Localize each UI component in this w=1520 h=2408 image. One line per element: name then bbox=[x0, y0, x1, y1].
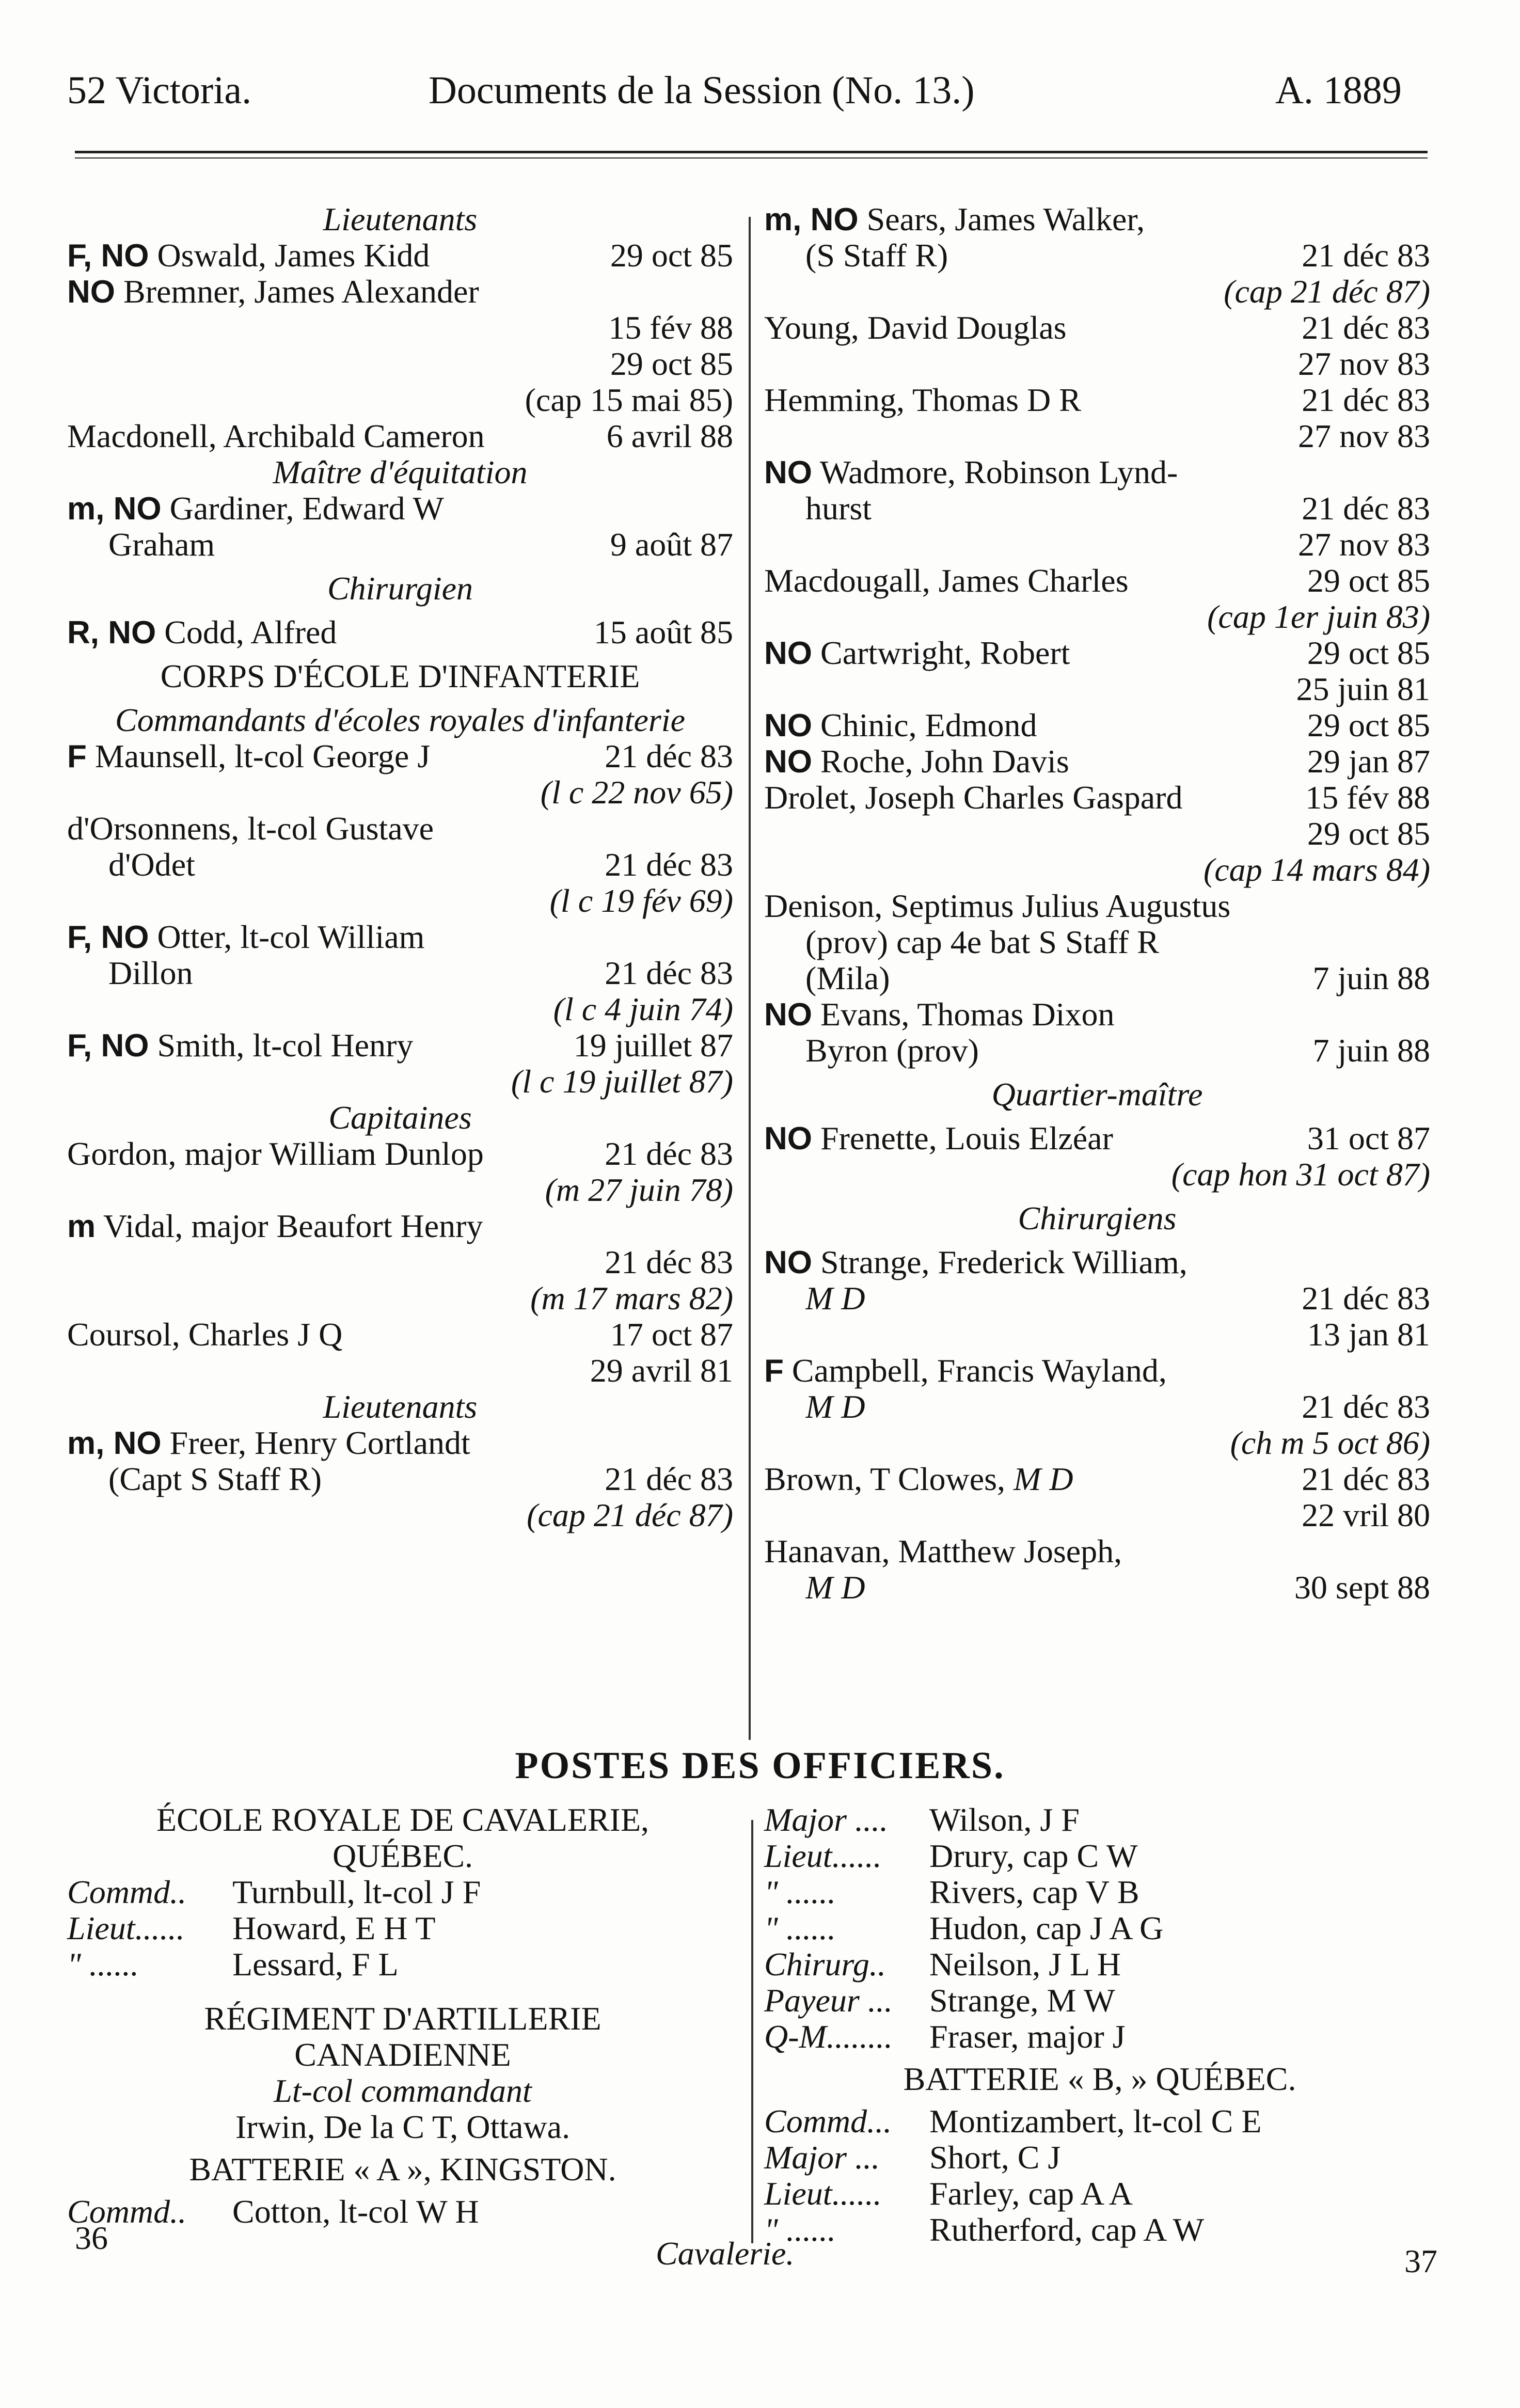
post-row bbox=[764, 2212, 1435, 2248]
date: 29 oct 85 bbox=[610, 237, 733, 274]
officer-name: Vidal, major Beaufort Henry bbox=[103, 1208, 483, 1244]
date: 6 avril 88 bbox=[606, 418, 733, 454]
officer-name-cont: (prov) cap 4e bat S Staff R bbox=[805, 924, 1159, 960]
date: 17 oct 87 bbox=[610, 1316, 733, 1353]
date: 7 juin 88 bbox=[1312, 960, 1430, 996]
list-item bbox=[764, 707, 1430, 743]
rank-prefix: NO bbox=[764, 997, 812, 1033]
rank-prefix: m bbox=[67, 1209, 96, 1244]
rank-prefix: m, NO bbox=[67, 491, 162, 527]
officer-name: d'Orsonnens, lt-col Gustave bbox=[67, 811, 434, 847]
post-label: Commd.. bbox=[67, 1874, 187, 1910]
list-item bbox=[764, 996, 1430, 1033]
list-item bbox=[67, 1208, 733, 1244]
officer-name: Coursol, Charles J Q bbox=[67, 1317, 343, 1353]
list-item bbox=[764, 1353, 1430, 1389]
school-heading: ÉCOLE ROYALE DE CAVALERIE, bbox=[156, 1801, 650, 1838]
rank-prefix: NO bbox=[764, 636, 812, 671]
list-item bbox=[67, 955, 733, 991]
postes-title: POSTES DES OFFICIERS. bbox=[515, 1745, 1005, 1787]
officer-name-cont: Byron (prov) bbox=[805, 1033, 979, 1069]
rank-prefix: F, NO bbox=[67, 238, 149, 274]
officer-name: Codd, Alfred bbox=[164, 614, 337, 651]
officer-name: Campbell, Francis Wayland, bbox=[791, 1353, 1167, 1389]
date: 21 déc 83 bbox=[1302, 237, 1430, 274]
post-row bbox=[764, 1946, 1435, 1983]
post-row bbox=[764, 2140, 1435, 2176]
date: 21 déc 83 bbox=[605, 738, 733, 774]
list-item bbox=[764, 1120, 1430, 1157]
post-row bbox=[764, 1838, 1435, 1874]
list-item bbox=[67, 811, 733, 847]
date: 29 oct 85 bbox=[1307, 815, 1430, 852]
rank-prefix: NO bbox=[764, 1245, 812, 1280]
date: 21 déc 83 bbox=[1302, 490, 1430, 527]
note: (cap 21 déc 87) bbox=[527, 1497, 733, 1533]
list-item bbox=[67, 490, 733, 527]
list-item bbox=[764, 1033, 1430, 1069]
list-item bbox=[67, 847, 733, 883]
date: 29 oct 85 bbox=[610, 345, 733, 382]
header-document-title: Documents de la Session (No. 13.) bbox=[429, 69, 975, 112]
officer-name-cont: M D bbox=[805, 1570, 865, 1606]
post-label: " ...... bbox=[764, 1910, 836, 1946]
note: (m 17 mars 82) bbox=[530, 1280, 733, 1317]
date: 13 jan 81 bbox=[1307, 1316, 1430, 1353]
post-label: " ...... bbox=[67, 1946, 139, 1983]
page-number-left: 36 bbox=[75, 2220, 108, 2256]
officer-name: Cartwright, Robert bbox=[820, 635, 1070, 671]
date: 25 juin 81 bbox=[1296, 671, 1430, 707]
date: 19 juillet 87 bbox=[573, 1027, 733, 1064]
date: 7 juin 88 bbox=[1312, 1032, 1430, 1069]
post-officer: Fraser, major J bbox=[929, 2018, 1126, 2055]
list-item bbox=[764, 743, 1430, 780]
postes-right bbox=[764, 1802, 1435, 2248]
post-officer: Lessard, F L bbox=[232, 1946, 399, 1983]
list-item bbox=[764, 1461, 1430, 1497]
list-item bbox=[764, 563, 1430, 599]
officer-name-cont: (Mila) bbox=[805, 960, 890, 996]
officer-name: Roche, John Davis bbox=[820, 743, 1069, 780]
officer-name-cont: M D bbox=[805, 1389, 865, 1425]
date: 21 déc 83 bbox=[1302, 382, 1430, 418]
officer-name: Oswald, James Kidd bbox=[157, 237, 430, 274]
rank-prefix: F, NO bbox=[67, 920, 149, 955]
post-officer: Farley, cap A A bbox=[929, 2175, 1133, 2212]
list-item bbox=[67, 1425, 733, 1461]
post-officer: Neilson, J L H bbox=[929, 1946, 1121, 1983]
post-officer: Turnbull, lt-col J F bbox=[232, 1874, 481, 1910]
officer-name: Sears, James Walker, bbox=[866, 201, 1145, 237]
list-item bbox=[764, 888, 1430, 924]
post-row bbox=[67, 1946, 738, 1983]
post-row bbox=[67, 1874, 738, 1910]
list-item bbox=[764, 1280, 1430, 1317]
rank-prefix: NO bbox=[67, 274, 115, 310]
rank-prefix: m, NO bbox=[764, 202, 859, 237]
officer-name: Brown, T Clowes, bbox=[764, 1461, 1005, 1497]
rank-prefix: R, NO bbox=[67, 615, 156, 651]
officer-name: Evans, Thomas Dixon bbox=[820, 996, 1115, 1033]
postes-left bbox=[67, 1802, 738, 2230]
officer-name-cont: hurst bbox=[805, 490, 872, 527]
post-officer: Short, C J bbox=[929, 2139, 1061, 2176]
date: 21 déc 83 bbox=[1302, 1388, 1430, 1425]
column-divider bbox=[749, 217, 751, 1740]
date: 27 nov 83 bbox=[1298, 345, 1430, 382]
postes-divider bbox=[751, 1820, 753, 2243]
post-label: " ...... bbox=[764, 1874, 836, 1910]
list-item bbox=[764, 1570, 1430, 1606]
right-column bbox=[764, 201, 1430, 1606]
note: (cap hon 31 oct 87) bbox=[1171, 1156, 1430, 1193]
rank-prefix: F bbox=[67, 739, 87, 774]
post-label: Chirurg.. bbox=[764, 1946, 886, 1983]
officer-name: Freer, Henry Cortlandt bbox=[169, 1425, 470, 1461]
note: (m 27 juin 78) bbox=[545, 1171, 733, 1208]
header-rule bbox=[75, 151, 1428, 153]
date: 21 déc 83 bbox=[605, 955, 733, 991]
list-item bbox=[67, 1461, 733, 1497]
list-item bbox=[67, 614, 733, 651]
list-item bbox=[764, 382, 1430, 418]
header-session-year: 52 Victoria. bbox=[67, 69, 252, 112]
post-officer: Rivers, cap V B bbox=[929, 1874, 1139, 1910]
post-label: " ...... bbox=[764, 2211, 836, 2248]
post-row bbox=[764, 2019, 1435, 2055]
officer-name: Frenette, Louis Elzéar bbox=[820, 1120, 1113, 1157]
post-label: Major ... bbox=[764, 2139, 880, 2176]
officer-name: Gordon, major William Dunlop bbox=[67, 1136, 484, 1172]
list-item bbox=[67, 1027, 733, 1064]
list-item bbox=[67, 527, 733, 563]
section-heading: Chirurgiens bbox=[1018, 1200, 1177, 1237]
note: (cap 15 mai 85) bbox=[525, 382, 733, 418]
date: 31 oct 87 bbox=[1307, 1120, 1430, 1157]
post-row bbox=[67, 2194, 738, 2230]
date: 21 déc 83 bbox=[605, 846, 733, 883]
section-heading: Lieutenants bbox=[323, 201, 478, 237]
list-item bbox=[67, 738, 733, 774]
list-item bbox=[764, 635, 1430, 671]
list-item bbox=[764, 924, 1430, 960]
post-officer: Cotton, lt-col W H bbox=[232, 2193, 479, 2230]
note: (l c 4 juin 74) bbox=[553, 991, 733, 1027]
rank-prefix: NO bbox=[764, 455, 812, 490]
officer-name: Smith, lt-col Henry bbox=[157, 1027, 414, 1064]
list-item bbox=[764, 960, 1430, 996]
post-label: Q-M........ bbox=[764, 2018, 893, 2055]
officer-name: Chinic, Edmond bbox=[820, 707, 1037, 743]
post-row bbox=[764, 2103, 1435, 2140]
date: 21 déc 83 bbox=[1302, 309, 1430, 346]
officer-name-cont: M D bbox=[805, 1280, 865, 1317]
date: 21 déc 83 bbox=[605, 1135, 733, 1172]
officer-name-cont: d'Odet bbox=[108, 847, 195, 883]
officer-name: Drolet, Joseph Charles Gaspard bbox=[764, 780, 1183, 816]
post-row bbox=[764, 1874, 1435, 1910]
section-heading: CORPS D'ÉCOLE D'INFANTERIE bbox=[160, 658, 640, 694]
list-item bbox=[764, 1533, 1430, 1570]
date: 9 août 87 bbox=[610, 526, 733, 563]
page-number-right: 37 bbox=[1404, 2243, 1437, 2279]
post-label: Commd.. bbox=[67, 2193, 187, 2230]
note: (l c 19 juillet 87) bbox=[511, 1063, 733, 1100]
date: 29 avril 81 bbox=[590, 1352, 733, 1389]
post-label: Lieut...... bbox=[764, 2175, 882, 2212]
officer-name: Hanavan, Matthew Joseph, bbox=[764, 1533, 1122, 1570]
date: 15 fév 88 bbox=[608, 309, 733, 346]
header-year: A. 1889 bbox=[1275, 69, 1402, 112]
post-officer: Montizambert, lt-col C E bbox=[929, 2103, 1262, 2140]
rank-prefix: F bbox=[764, 1353, 784, 1389]
post-officer: Rutherford, cap A W bbox=[929, 2211, 1205, 2248]
post-row bbox=[764, 1802, 1435, 1838]
note: (l c 22 nov 65) bbox=[540, 774, 733, 811]
post-row bbox=[764, 2176, 1435, 2212]
post-row bbox=[764, 1983, 1435, 2019]
list-item bbox=[67, 274, 733, 310]
list-item bbox=[764, 310, 1430, 346]
rank-prefix: NO bbox=[764, 708, 812, 743]
officer-name: Otter, lt-col William bbox=[157, 919, 425, 955]
note: (l c 19 fév 69) bbox=[549, 882, 733, 919]
post-label: Commd... bbox=[764, 2103, 892, 2140]
footer-section: Cavalerie. bbox=[656, 2235, 795, 2272]
date: 22 vril 80 bbox=[1302, 1497, 1430, 1533]
post-label: Lieut...... bbox=[764, 1837, 882, 1874]
officer-name: Strange, Frederick William, bbox=[820, 1244, 1188, 1280]
rank-prefix: m, NO bbox=[67, 1425, 162, 1461]
post-officer: Howard, E H T bbox=[232, 1910, 436, 1946]
rank-prefix: NO bbox=[764, 1121, 812, 1157]
note: (cap 1er juin 83) bbox=[1207, 598, 1430, 635]
section-heading: Capitaines bbox=[328, 1099, 472, 1136]
post-label: Lieut...... bbox=[67, 1910, 185, 1946]
date: 21 déc 83 bbox=[605, 1244, 733, 1280]
post-row bbox=[67, 1910, 738, 1946]
list-item bbox=[764, 490, 1430, 527]
regiment-heading: RÉGIMENT D'ARTILLERIE bbox=[204, 2000, 601, 2037]
officer-name: Denison, Septimus Julius Augustus bbox=[764, 888, 1231, 924]
commandant-label: Lt-col commandant bbox=[274, 2072, 532, 2109]
note: (cap 14 mars 84) bbox=[1203, 851, 1430, 888]
date: 30 sept 88 bbox=[1294, 1569, 1430, 1606]
date: 21 déc 83 bbox=[1302, 1461, 1430, 1497]
officer-name: Gardiner, Edward W bbox=[169, 490, 444, 527]
list-item bbox=[764, 237, 1430, 274]
commandant-name: Irwin, De la C T, Ottawa. bbox=[235, 2109, 571, 2145]
officer-name: Macdonell, Archibald Cameron bbox=[67, 418, 485, 454]
officer-name-cont: Dillon bbox=[108, 955, 193, 991]
date: 21 déc 83 bbox=[1302, 1280, 1430, 1317]
date: 27 nov 83 bbox=[1298, 526, 1430, 563]
officer-name: Bremner, James Alexander bbox=[123, 274, 479, 310]
list-item bbox=[67, 1317, 733, 1353]
officer-name-cont: (Capt S Staff R) bbox=[108, 1461, 322, 1497]
battery-b-heading: BATTERIE « B, » QUÉBEC. bbox=[903, 2061, 1296, 2097]
header-rule-thin bbox=[75, 157, 1428, 159]
post-officer: Drury, cap C W bbox=[929, 1837, 1138, 1874]
section-heading: Quartier-maître bbox=[991, 1076, 1203, 1113]
subsection-heading: Commandants d'écoles royales d'infanterie bbox=[115, 702, 685, 738]
regiment-heading-cont: CANADIENNE bbox=[294, 2036, 511, 2073]
officer-name-cont: (S Staff R) bbox=[805, 237, 948, 274]
officer-name: Wadmore, Robinson Lynd- bbox=[819, 454, 1178, 490]
officer-name: Young, David Douglas bbox=[764, 310, 1067, 346]
officer-name: Maunsell, lt-col George J bbox=[94, 738, 431, 774]
post-officer: Strange, M W bbox=[929, 1982, 1115, 2019]
date: 29 jan 87 bbox=[1307, 743, 1430, 780]
list-item bbox=[67, 237, 733, 274]
note: (ch m 5 oct 86) bbox=[1230, 1424, 1430, 1461]
list-item bbox=[764, 780, 1430, 816]
date: 15 fév 88 bbox=[1305, 779, 1430, 816]
officer-name: Hemming, Thomas D R bbox=[764, 382, 1081, 418]
degree: M D bbox=[1014, 1461, 1073, 1497]
list-item bbox=[764, 1389, 1430, 1425]
date: 27 nov 83 bbox=[1298, 418, 1430, 454]
date: 15 août 85 bbox=[593, 614, 733, 651]
post-officer: Wilson, J F bbox=[929, 1801, 1080, 1838]
officer-name: Macdougall, James Charles bbox=[764, 563, 1129, 599]
section-heading: Maître d'équitation bbox=[273, 454, 528, 490]
post-row bbox=[764, 1910, 1435, 1946]
date: 29 oct 85 bbox=[1307, 635, 1430, 671]
rank-prefix: NO bbox=[764, 744, 812, 780]
note: (cap 21 déc 87) bbox=[1224, 273, 1430, 310]
officer-name-cont: Graham bbox=[108, 527, 215, 563]
date: 29 oct 85 bbox=[1307, 562, 1430, 599]
post-label: Payeur ... bbox=[764, 1982, 893, 2019]
list-item bbox=[764, 454, 1430, 490]
list-item bbox=[67, 1136, 733, 1172]
list-item bbox=[67, 919, 733, 955]
rank-prefix: F, NO bbox=[67, 1028, 149, 1064]
date: 21 déc 83 bbox=[605, 1461, 733, 1497]
list-item bbox=[764, 1244, 1430, 1280]
battery-a-heading: BATTERIE « A », KINGSTON. bbox=[189, 2151, 616, 2188]
post-officer: Hudon, cap J A G bbox=[929, 1910, 1164, 1946]
section-heading: Lieutenants bbox=[323, 1388, 478, 1425]
date: 29 oct 85 bbox=[1307, 707, 1430, 743]
school-city: QUÉBEC. bbox=[332, 1837, 473, 1874]
left-column bbox=[67, 201, 733, 1533]
section-heading: Chirurgien bbox=[327, 570, 473, 607]
list-item bbox=[67, 418, 733, 454]
list-item bbox=[764, 201, 1430, 237]
post-label: Major .... bbox=[764, 1801, 888, 1838]
